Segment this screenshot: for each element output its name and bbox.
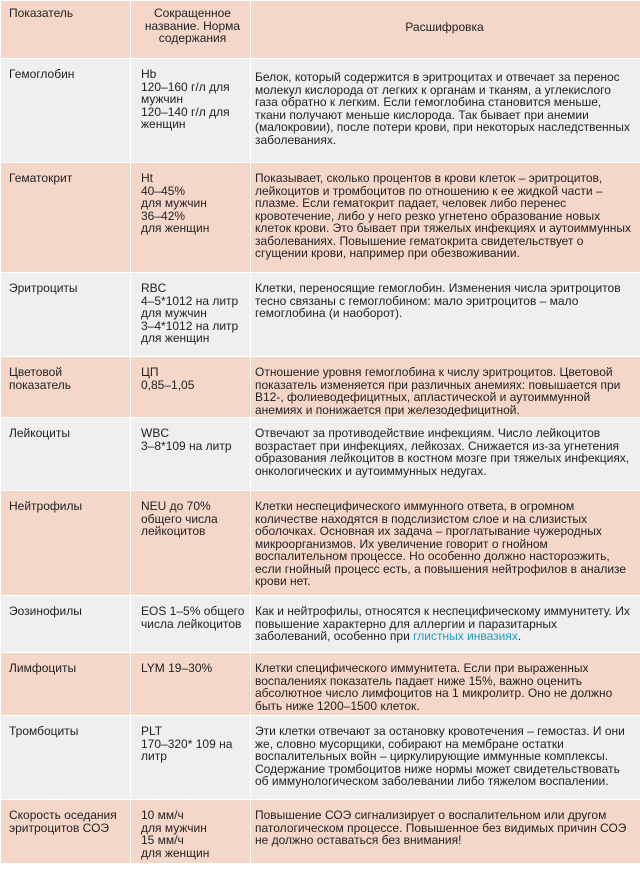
indicator-description: Показывает, сколько процентов в крови клеток – эритроцитов, лейкоцитов и тромбоцитов по отношению к ее жидкой части – плазме. Если гематокрит падает, человек либо перенес кровотечение, либо у него резко угнетено образование новых клеток крови. Это бывает при тяжелых инфекциях и аутоиммунных заболеваниях. Повышение гематокрита свидетельствует о сгущении крови, например при обезвоживании. <box>251 163 640 273</box>
indicator-name: Лимфоциты <box>1 653 131 716</box>
table-row-hematocrit <box>1 163 640 273</box>
table-row-leukocytes <box>1 418 640 491</box>
table-header-row <box>1 1 640 59</box>
table-row-hemoglobin <box>1 59 640 163</box>
indicator-norm: 10 мм/ч для мужчин 15 мм/ч для женщин <box>131 800 251 864</box>
indicator-description: Отношение уровня гемоглобина к числу эритроцитов. Цветовой показатель изменяется при различных анемиях: повышается при B12-, фолиеводефицитных, апластической и аутоиммунной анемиях и понижается при железодефицитной. <box>251 357 640 418</box>
table-row-esr <box>1 800 640 864</box>
indicator-name: Лейкоциты <box>1 418 131 491</box>
table-row-eosinophils <box>1 596 640 653</box>
indicator-name: Гематокрит <box>1 163 131 273</box>
indicator-name: Эритроциты <box>1 273 131 357</box>
header-abbreviation-norm: Сокращенное название. Норма содержания <box>131 1 251 59</box>
indicator-name: Нейтрофилы <box>1 491 131 596</box>
indicator-norm: WBC 3–8*109 на литр <box>131 418 251 491</box>
eosinophils-description-end: . <box>517 629 522 643</box>
indicator-norm: NEU до 70% общего числа лейкоцитов <box>131 491 251 596</box>
indicator-norm: Hb 120–160 г/л для мужчин 120–140 г/л для женщин <box>131 59 251 163</box>
indicator-description: Клетки, переносящие гемоглобин. Изменения числа эритроцитов тесно связаны с гемоглобином: мало эритроцитов – мало гемоглобина (и наоборот). <box>251 273 640 357</box>
table-row-lymphocytes <box>1 653 640 716</box>
indicator-name: Тромбоциты <box>1 716 131 800</box>
indicator-name: Скорость оседания эритроцитов СОЭ <box>1 800 131 864</box>
table-row-platelets <box>1 716 640 800</box>
indicator-name: Эозинофилы <box>1 596 131 653</box>
table-row-color-index <box>1 357 640 418</box>
indicator-description: Эти клетки отвечают за остановку кровотечения – гемостаз. И они же, словно мусорщики, собирают на мембране остатки воспалительных войн – циркулирующие иммунные комплексы. Содержание тромбоцитов ниже нормы может свидетельствовать об иммунологическом заболевании либо тяжелом воспалении. <box>251 716 640 800</box>
table-row-erythrocytes <box>1 273 640 357</box>
header-indicator: Показатель <box>1 1 131 59</box>
indicator-description <box>251 596 640 653</box>
indicator-name: Цветовой показатель <box>1 357 131 418</box>
header-decoding: Расшифровка <box>251 1 640 59</box>
indicator-norm: Ht 40–45% для мужчин 36–42% для женщин <box>131 163 251 273</box>
indicator-name: Гемоглобин <box>1 59 131 163</box>
indicator-norm: PLT 170–320* 109 на литр <box>131 716 251 800</box>
indicator-description: Повышение СОЭ сигнализирует о воспалительном или другом патологическом процессе. Повышенное без видимых причин СОЭ не должно оставаться без внимания! <box>251 800 640 864</box>
indicator-description: Белок, который содержится в эритроцитах и отвечает за перенос молекул кислорода от легких к органам и тканям, а углекислого газа обратно к легким. Если гемоглобина становится меньше, ткани получают меньше кислорода. Так бывает при анемии (малокровии), после потери крови, при некоторых наследственных заболеваниях. <box>251 59 640 163</box>
table-row-neutrophils <box>1 491 640 596</box>
indicator-norm: RBC 4–5*1012 на литр для мужчин 3–4*1012 на литр для женщин <box>131 273 251 357</box>
helminth-invasions-link[interactable]: глистных инвазиях <box>413 629 518 643</box>
indicator-norm: ЦП 0,85–1,05 <box>131 357 251 418</box>
indicator-norm: LYM 19–30% <box>131 653 251 716</box>
indicator-description: Отвечают за противодействие инфекциям. Число лейкоцитов возрастает при инфекциях, лейкозах. Снижается из-за угнетения образования лейкоцитов в костном мозге при тяжелых инфекциях, онкологических и аутоиммунных недугах. <box>251 418 640 491</box>
eosinophils-description-text: Как и нейтрофилы, относятся к неспецифическому иммунитету. Их повышение характерно для аллергии и паразитарных заболеваний, особенно при <box>255 604 630 643</box>
indicator-description: Клетки неспецифического иммунного ответа, в огромном количестве находятся в подслизистом слое и на слизистых оболочках. Основная их задача – проглатывание чужеродных микроорганизмов. Их увеличение говорит о гнойном воспалительном процессе. Но особенно должно настороэжить, если гнойный процесс есть, а повышения нейтрофилов в анализе крови нет. <box>251 491 640 596</box>
indicator-description: Клетки специфического иммунитета. Если при выраженных воспалениях показатель падает ниже 15%, важно оценить абсолютное число лимфоцитов на 1 микролитр. Оно не должно быть ниже 1200–1500 клеток. <box>251 653 640 716</box>
indicator-norm: EOS 1–5% общего числа лейкоцитов <box>131 596 251 653</box>
